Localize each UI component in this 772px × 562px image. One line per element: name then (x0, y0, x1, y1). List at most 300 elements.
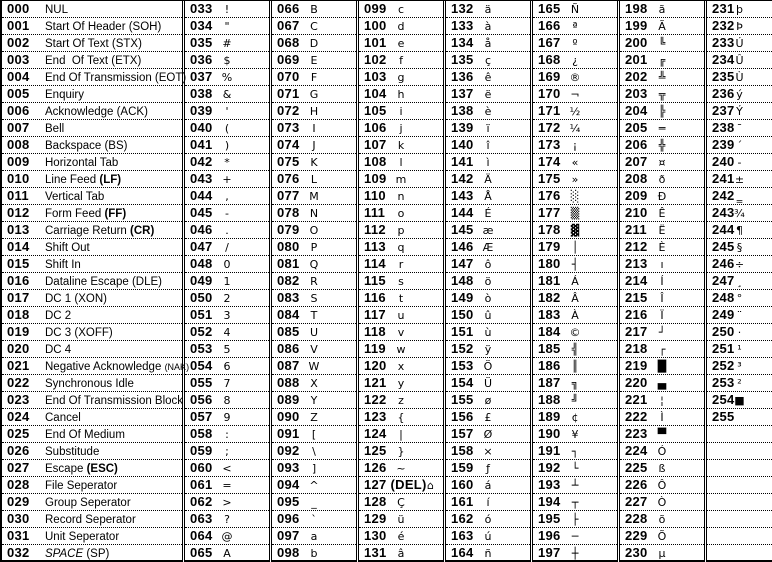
table-row (446, 545, 530, 562)
table-row (707, 409, 772, 426)
table-row (2, 222, 182, 239)
code-cell: 173 (538, 137, 561, 152)
char-cell: ⌂ (427, 479, 434, 492)
code-cell: 150 (451, 307, 474, 322)
table-row (359, 460, 443, 477)
code-cell: 128 (364, 494, 387, 509)
code-cell: 068 (277, 35, 300, 50)
table-row (620, 409, 704, 426)
char-cell: î (486, 139, 490, 152)
table-row (185, 375, 269, 392)
char-cell: ø (484, 394, 492, 407)
description-cell (45, 497, 131, 509)
table-row (707, 69, 772, 86)
char-cell: Ð (657, 190, 667, 203)
table-row (707, 290, 772, 307)
table-row (620, 290, 704, 307)
table-row (185, 1, 269, 18)
table-row (359, 545, 443, 562)
char-cell: % (221, 71, 233, 84)
description-text: Dataline Escape (DLE) (45, 275, 162, 288)
table-row (272, 52, 356, 69)
description-text: DC 4 (45, 343, 72, 356)
char-cell: ¨ (736, 309, 743, 322)
code-cell: 198 (625, 1, 648, 16)
char-cell: ┬ (571, 496, 579, 509)
char-cell: æ (482, 224, 494, 237)
char-cell: h (397, 88, 405, 101)
table-row (446, 375, 530, 392)
char-cell: J (312, 139, 316, 152)
table-row (272, 205, 356, 222)
code-cell: 154 (451, 375, 474, 390)
code-cell: 018 (7, 307, 30, 322)
code-cell: 152 (451, 341, 474, 356)
table-row (446, 426, 530, 443)
char-cell: Ý (736, 105, 743, 118)
char-cell: l (399, 156, 403, 169)
table-row (446, 18, 530, 35)
description-cell (45, 327, 113, 339)
code-cell: 237 (712, 103, 735, 118)
code-cell: 143 (451, 188, 474, 203)
code-cell: 163 (451, 528, 474, 543)
code-cell: 123 (364, 409, 387, 424)
char-cell: 4 (223, 326, 231, 339)
description-text: (FF) (104, 207, 127, 220)
char-cell: w (396, 343, 406, 356)
table-row (2, 545, 182, 562)
table-row (707, 18, 772, 35)
char-cell: ï (486, 122, 490, 135)
code-cell: 009 (7, 154, 30, 169)
char-cell: ═ (658, 122, 666, 135)
code-cell: 054 (190, 358, 213, 373)
table-row (620, 324, 704, 341)
char-cell: ¸ (736, 275, 743, 288)
table-row (272, 154, 356, 171)
description-cell (45, 310, 71, 322)
code-cell: 095 (277, 494, 300, 509)
code-cell: 202 (625, 69, 648, 84)
table-row (620, 545, 704, 562)
table-row (533, 256, 617, 273)
description-text: Backspace (BS) (45, 139, 128, 152)
code-cell: 217 (625, 324, 648, 339)
char-cell: £ (484, 411, 492, 424)
table-row (185, 511, 269, 528)
table-row (533, 477, 617, 494)
code-cell: 033 (190, 1, 213, 16)
table-row (707, 205, 772, 222)
description-text: End Of Transmission Block (45, 394, 184, 407)
char-cell: » (571, 173, 579, 186)
code-cell: 235 (712, 69, 735, 84)
table-row (620, 477, 704, 494)
code-cell: 119 (364, 341, 386, 356)
table-row (359, 52, 443, 69)
code-cell: 059 (190, 443, 213, 458)
table-row (620, 239, 704, 256)
table-row (272, 341, 356, 358)
code-cell: 037 (190, 69, 213, 84)
code-cell: 254 (712, 392, 735, 407)
char-cell: È (658, 241, 666, 254)
char-cell: T (310, 309, 318, 322)
code-cell: 031 (7, 528, 30, 543)
code-cell: 129 (364, 511, 387, 526)
code-cell: 215 (625, 290, 648, 305)
char-cell: ` (311, 513, 317, 526)
table-row (2, 324, 182, 341)
table-row (707, 477, 772, 494)
table-row (185, 239, 269, 256)
table-row (185, 18, 269, 35)
char-cell: ╠ (658, 105, 666, 118)
code-cell: 251 (712, 341, 735, 356)
code-cell: 167 (538, 35, 561, 50)
table-row (2, 120, 182, 137)
char-cell: ' (225, 105, 229, 118)
table-row (620, 307, 704, 324)
code-cell: 169 (538, 69, 561, 84)
char-cell: Z (310, 411, 318, 424)
code-cell: 061 (190, 477, 213, 492)
table-row (185, 273, 269, 290)
table-row (272, 307, 356, 324)
code-cell: 211 (625, 222, 647, 237)
char-cell: Ö (483, 360, 493, 373)
code-cell: 248 (712, 290, 735, 305)
code-cell: 238 (712, 120, 735, 135)
code-cell: 176 (538, 188, 561, 203)
code-cell: 071 (277, 86, 300, 101)
table-row (533, 239, 617, 256)
char-cell: x (397, 360, 405, 373)
table-row (272, 477, 356, 494)
code-cell: 137 (451, 86, 474, 101)
code-cell: 038 (190, 86, 213, 101)
char-cell: E (310, 54, 318, 67)
table-row (446, 86, 530, 103)
code-cell: 233 (712, 35, 735, 50)
char-cell: Ü (483, 377, 493, 390)
code-cell: 188 (538, 392, 561, 407)
char-cell: Ç (397, 496, 405, 509)
table-row (533, 171, 617, 188)
char-cell: < (222, 462, 232, 475)
table-row (707, 120, 772, 137)
char-cell: õ (658, 513, 666, 526)
code-cell: 124 (364, 426, 387, 441)
code-cell: 034 (190, 18, 213, 33)
char-cell: p (397, 224, 405, 237)
table-row (2, 35, 182, 52)
description-text: Enquiry (45, 88, 84, 101)
char-cell: ò (484, 292, 492, 305)
table-row (533, 494, 617, 511)
char-cell: █ (657, 360, 667, 373)
code-cell: 090 (277, 409, 300, 424)
char-column (359, 1, 446, 562)
char-cell: z (398, 394, 404, 407)
char-cell: D (309, 37, 319, 50)
table-row (533, 409, 617, 426)
code-cell: 224 (625, 443, 648, 458)
code-cell: 012 (7, 205, 30, 220)
code-cell: 140 (451, 137, 474, 152)
code-cell: 089 (277, 392, 300, 407)
description-text: Shift In (45, 258, 81, 271)
table-row (272, 375, 356, 392)
char-cell: n (397, 190, 405, 203)
table-row (533, 341, 617, 358)
char-cell: © (569, 326, 581, 339)
code-cell: 102 (364, 52, 387, 67)
char-cell: = (222, 479, 232, 492)
description-text: DC 1 (XON) (45, 292, 107, 305)
char-cell: - (737, 156, 742, 169)
table-row (620, 52, 704, 69)
table-row (272, 443, 356, 460)
char-cell: × (483, 445, 493, 458)
char-cell: t (398, 292, 404, 305)
char-cell: Ã (658, 20, 666, 33)
table-row (446, 35, 530, 52)
table-row (446, 511, 530, 528)
char-cell: Þ (736, 20, 743, 33)
code-cell: 234 (712, 52, 735, 67)
code-cell: 048 (190, 256, 213, 271)
char-cell: / (225, 241, 229, 254)
char-cell: ) (224, 139, 230, 152)
code-cell: 015 (7, 256, 30, 271)
table-row (2, 171, 182, 188)
table-row (359, 137, 443, 154)
code-cell: 144 (451, 205, 474, 220)
code-cell: 116 (364, 290, 386, 305)
table-row (2, 1, 182, 18)
description-text: Acknowledge (ACK) (45, 105, 148, 118)
code-cell: 082 (277, 273, 300, 288)
table-row (620, 171, 704, 188)
char-cell: ã (658, 3, 666, 16)
code-cell: 246 (712, 256, 735, 271)
description-text: (CR) (130, 224, 155, 237)
char-cell: ┌ (658, 343, 666, 356)
table-row (446, 103, 530, 120)
code-cell: 055 (190, 375, 213, 390)
char-cell: ß (658, 462, 666, 475)
table-row (185, 86, 269, 103)
char-cell: { (397, 411, 405, 424)
char-cell: ] (311, 462, 317, 475)
char-cell: $ (223, 54, 231, 67)
table-row (2, 307, 182, 324)
table-row (185, 52, 269, 69)
code-cell: 203 (625, 86, 648, 101)
code-cell: 253 (712, 375, 735, 390)
char-cell: ╬ (658, 139, 666, 152)
table-row (446, 137, 530, 154)
code-cell: 157 (451, 426, 474, 441)
char-cell: ¥ (571, 428, 579, 441)
code-cell: 146 (451, 239, 474, 254)
table-row (359, 69, 443, 86)
char-cell: · (737, 326, 742, 339)
code-cell: 172 (538, 120, 561, 135)
char-cell: │ (571, 241, 579, 254)
char-cell: ´ (736, 139, 743, 152)
char-cell: # (222, 37, 232, 50)
description-cell (45, 361, 189, 373)
table-row (707, 86, 772, 103)
table-row (620, 120, 704, 137)
code-cell: 205 (625, 120, 648, 135)
table-row (707, 528, 772, 545)
code-cell: 086 (277, 341, 300, 356)
char-cell: ‗ (736, 190, 743, 203)
code-cell: 043 (190, 171, 213, 186)
table-row (2, 69, 187, 86)
table-row (272, 528, 356, 545)
table-row (185, 494, 269, 511)
table-row (359, 358, 443, 375)
char-cell: Ä (484, 173, 492, 186)
char-cell: ç (484, 54, 492, 67)
table-row (272, 460, 356, 477)
char-cell: ; (225, 445, 229, 458)
table-row (359, 290, 443, 307)
table-row (707, 137, 772, 154)
code-cell: 093 (277, 460, 300, 475)
char-cell: ┐ (571, 445, 579, 458)
table-row (185, 256, 269, 273)
char-cell: m (395, 173, 407, 186)
table-row (707, 188, 772, 205)
code-cell: 067 (277, 18, 300, 33)
char-cell: µ (658, 547, 666, 560)
code-cell: 162 (451, 511, 474, 526)
table-row (533, 52, 617, 69)
code-cell: 036 (190, 52, 213, 67)
char-cell: B (310, 3, 318, 16)
code-cell: 244 (712, 222, 735, 237)
char-cell: 5 (223, 343, 231, 356)
code-cell: 104 (364, 86, 387, 101)
code-cell: 231 (712, 1, 735, 16)
table-row (272, 358, 356, 375)
char-cell: v (397, 326, 405, 339)
char-cell: ¹ (737, 343, 742, 356)
table-row (446, 154, 530, 171)
table-row (359, 426, 443, 443)
char-cell: ÿ (484, 343, 492, 356)
code-cell: 223 (625, 426, 648, 441)
char-cell: § (736, 241, 743, 254)
table-row (185, 307, 269, 324)
table-row (185, 222, 269, 239)
char-cell: Ê (658, 207, 666, 220)
table-row (272, 35, 356, 52)
char-cell: r (398, 258, 404, 271)
char-cell: 0 (223, 258, 231, 271)
code-cell: 196 (538, 528, 561, 543)
table-row (533, 426, 617, 443)
code-cell: 252 (712, 358, 735, 373)
code-cell: 099 (364, 1, 387, 16)
table-row (533, 222, 617, 239)
code-cell: 056 (190, 392, 213, 407)
description-cell (45, 463, 118, 475)
table-row (533, 188, 617, 205)
table-row (185, 205, 269, 222)
char-cell: > (222, 496, 232, 509)
code-cell: 105 (364, 103, 387, 118)
char-cell: Õ (657, 530, 667, 543)
code-cell: 158 (451, 443, 474, 458)
table-row (446, 392, 530, 409)
code-cell: 179 (538, 239, 561, 254)
table-row (359, 477, 443, 494)
char-cell: W (308, 360, 320, 373)
code-cell: 005 (7, 86, 30, 101)
code-cell: 166 (538, 18, 561, 33)
table-row (272, 137, 356, 154)
table-row (2, 494, 182, 511)
description-cell (45, 242, 90, 254)
table-row (446, 239, 530, 256)
table-row (620, 205, 704, 222)
description-cell (45, 446, 99, 458)
table-row (185, 341, 269, 358)
table-row (359, 239, 443, 256)
code-cell: 242 (712, 188, 735, 203)
char-cell: [ (311, 428, 317, 441)
table-row (2, 443, 182, 460)
table-row (533, 120, 617, 137)
code-cell: 087 (277, 358, 300, 373)
char-cell: à (484, 20, 492, 33)
table-row (272, 120, 356, 137)
description-text: Line Feed (45, 173, 100, 186)
code-cell: 183 (538, 307, 561, 322)
code-cell: 212 (625, 239, 648, 254)
char-cell: º (572, 37, 578, 50)
table-row (272, 426, 356, 443)
table-row (185, 528, 269, 545)
description-cell (45, 208, 126, 220)
code-cell: 159 (451, 460, 474, 475)
table-row (533, 307, 617, 324)
description-text: (ESC) (86, 462, 118, 475)
table-row (446, 307, 530, 324)
table-row (185, 443, 269, 460)
char-cell: ê (484, 71, 492, 84)
description-cell (45, 21, 161, 33)
table-row (533, 69, 617, 86)
code-cell: 000 (7, 1, 30, 16)
char-cell: À (571, 309, 579, 322)
code-cell: 016 (7, 273, 30, 288)
code-cell: 127 (DEL) (364, 477, 427, 492)
code-cell: 050 (190, 290, 213, 305)
table-row (185, 188, 269, 205)
table-row (446, 290, 530, 307)
table-row (707, 35, 772, 52)
code-cell: 138 (451, 103, 474, 118)
code-cell: 228 (625, 511, 648, 526)
